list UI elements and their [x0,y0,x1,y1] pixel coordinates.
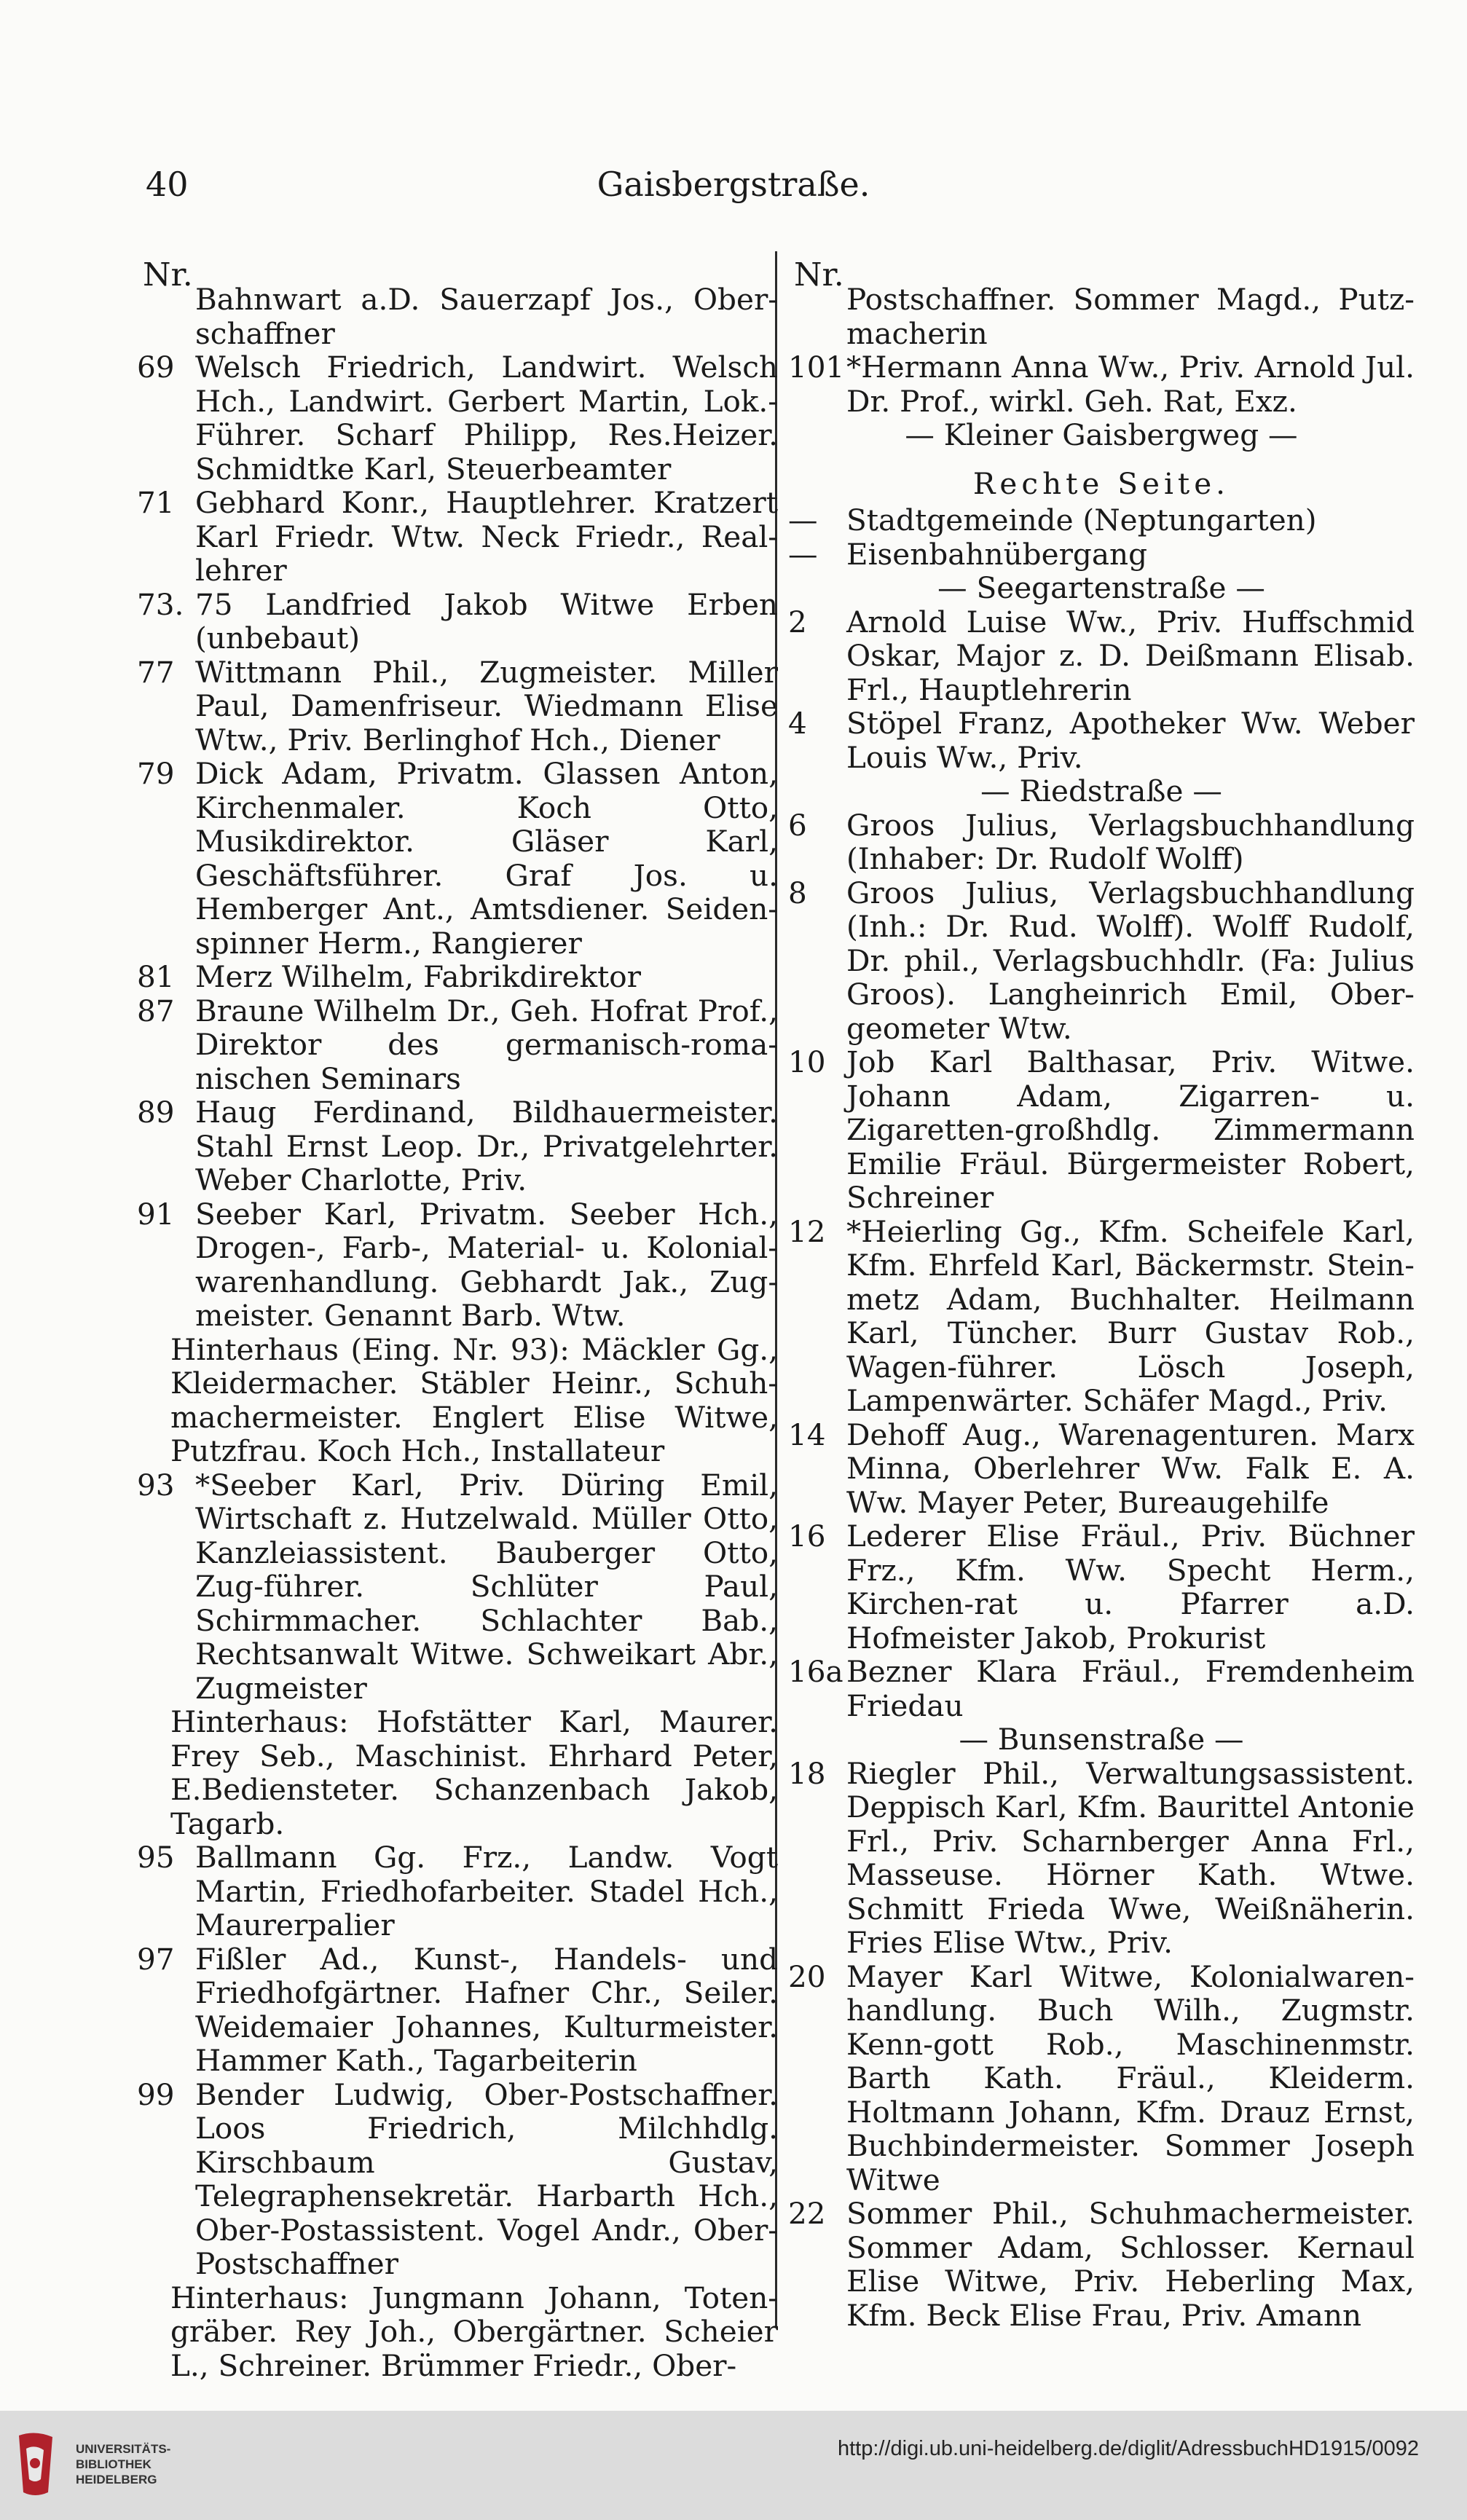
house-number: 97 [137,1941,175,1977]
entry-text: Merz Wilhelm, Fabrikdirektor [195,959,642,994]
page-title: Gaisbergstraße. [597,165,870,204]
house-number: — [788,536,818,572]
entry-text: Haug Ferdinand, Bildhauermeister. Stahl Ernst Leop. Dr., Privatgelehrter. Weber Charlotte, Priv. [195,1095,778,1197]
house-number: 2 [788,604,807,639]
entry-text: Welsch Friedrich, Landwirt. Welsch Hch., Landwirt. Gerbert Martin, Lok.-Führer. Scharf Philipp, Res.Heizer. Schmidtke Karl, Steuerbeamter [195,350,778,487]
directory-entry [137,588,778,655]
house-number: 10 [788,1044,826,1079]
directory-entry [137,1942,778,2078]
directory-entry [788,1045,1415,1215]
house-number: 99 [137,2076,175,2112]
entry-text: Fißler Ad., Kunst-, Handels- und Friedhofgärtner. Hafner Chr., Seiler. Weidemaier Johannes, Kulturmeister. Hammer Kath., Tagarbeiterin [195,1941,778,2078]
university-seal-icon [13,2428,58,2501]
entry-text: Postschaffner. Sommer Magd., Putz-macherin [846,282,1415,351]
entry-text: *Seeber Karl, Priv. Düring Emil, Wirtschaft z. Hutzelwald. Müller Otto, Kanzleiassistent. Bauberger Otto, Zug-führer. Schlüter Paul, Schirmmacher. Schlachter Bab., Rechtsanwalt Witwe. Schweikart Abr., Zugmeister [195,1467,778,1706]
house-number: 18 [788,1755,826,1791]
house-number: 12 [788,1213,826,1249]
cross-street-label: — Bunsenstraße — [959,1722,1244,1757]
directory-entry [788,283,1415,350]
directory-entry [137,655,778,757]
entry-text: Groos Julius, Verlagsbuchhandlung (Inhaber: Dr. Rudolf Wolff) [846,807,1415,876]
directory-entry [137,350,778,486]
entry-text: Seeber Karl, Privatm. Seeber Hch., Drogen-, Farb-, Material- u. Kolonial-warenhandlung. Gebhardt Jak., Zug-meister. Genannt Barb. Wtw. [195,1196,778,1333]
entry-text: Ballmann Gg. Frz., Landw. Vogt Martin, Friedhofarbeiter. Stadel Hch., Maurerpalier [195,1840,778,1942]
entry-text: Dick Adam, Privatm. Glassen Anton, Kirchenmaler. Koch Otto, Musikdirektor. Gläser Karl, Geschäftsführer. Graf Jos. u. Hemberger Ant., Amtsdiener. Seiden-spinner Herm., Rangierer [195,756,778,961]
directory-entry [137,1095,778,1197]
directory-entry [137,1197,778,1333]
directory-entry [788,706,1415,774]
cross-street-label: — Riedstraße — [980,773,1222,808]
directory-entry [137,486,778,588]
entry-text: Mayer Karl Witwe, Kolonialwaren-handlung. Buch Wilh., Zugmstr. Kenn-gott Rob., Maschinenmstr. Barth Kath. Fräul., Kleiderm. Holtmann Johann, Kfm. Drauz Ernst, Buchbindermeister. Sommer Joseph Witwe [846,1958,1415,2197]
directory-entry [788,503,1415,538]
house-number: 14 [788,1417,826,1452]
entry-text: *Hermann Anna Ww., Priv. Arnold Jul. Dr. Prof., wirkl. Geh. Rat, Exz. [846,350,1415,419]
section-heading: Rechte Seite. [972,465,1230,501]
house-number: 20 [788,1958,826,1994]
entry-text: Braune Wilhelm Dr., Geh. Hofrat Prof., Direktor des germanisch-roma-nischen Seminars [195,993,778,1096]
house-number: 101 [788,350,845,385]
directory-entry [137,2078,778,2281]
house-number: — [788,503,818,538]
left-column [137,283,778,2382]
directory-entry [788,538,1415,572]
right-column [788,283,1415,2332]
house-number: 22 [788,2196,826,2231]
directory-entry [788,1655,1415,1722]
entry-text: Stadtgemeinde (Neptungarten) [846,503,1317,538]
entry-text: Hinterhaus: Jungmann Johann, Toten-gräber. Rey Joh., Obergärtner. Scheier L., Schreiner. Brümmer Friedr., Ober- [170,2280,778,2383]
house-number: 91 [137,1196,175,1232]
house-number: 73. [137,586,184,622]
directory-entry [788,876,1415,1046]
entry-text: Eisenbahnübergang [846,536,1148,572]
entry-text: Bender Ludwig, Ober-Postschaffner. Loos Friedrich, Milchhdlg. Kirschbaum Gustav, Telegraphensekretär. Harbarth Hch., Ober-Postassistent. Vogel Andr., Ober-Postschaffner [195,2076,778,2281]
house-number: 16 [788,1519,826,1554]
house-number: 81 [137,959,175,994]
entry-text: Hinterhaus: Hofstätter Karl, Maurer. Frey Seb., Maschinist. Ehrhard Peter, E.Bediensteter. Schanzenbach Jakob, Tagarb. [170,1704,778,1841]
cross-street-label: — Kleiner Gaisbergweg — [905,417,1298,452]
directory-entry [788,1519,1415,1655]
directory-entry [137,994,778,1096]
house-number: 93 [137,1467,175,1503]
entry-text: Dehoff Aug., Warenagenturen. Marx Minna, Oberlehrer Ww. Falk E. A. Ww. Mayer Peter, Bureaugehilfe [846,1417,1415,1520]
house-number: 4 [788,706,807,741]
footer-bar [0,2411,1467,2520]
directory-entry [788,1757,1415,1960]
directory-entry [788,1418,1415,1520]
entry-text: Lederer Elise Fräul., Priv. Büchner Frz., Kfm. Ww. Specht Herm., Kirchen-rat u. Pfarrer a.D. Hofmeister Jakob, Prokurist [846,1519,1415,1655]
entry-text: Hinterhaus (Eing. Nr. 93): Mäckler Gg., Kleidermacher. Stäbler Heinr., Schuh-machermeister. Englert Elise Witwe, Putzfrau. Koch Hch., Installateur [170,1331,778,1468]
house-number: 8 [788,875,807,910]
directory-entry [788,2197,1415,2332]
cross-street-label: — Seegartenstraße — [937,570,1265,605]
directory-entry [137,2281,778,2383]
page-number: 40 [146,165,189,204]
directory-entry [137,1468,778,1706]
house-number: 71 [137,485,175,520]
directory-entry [137,1333,778,1468]
entry-text: Sommer Phil., Schuhmachermeister. Sommer Adam, Schlosser. Kernaul Elise Witwe, Priv. Heberling Max, Kfm. Beck Elise Frau, Priv. Amann [846,2196,1415,2333]
left-column-label: Nr. [143,256,193,294]
entry-text: 75 Landfried Jakob Witwe Erben (unbebaut) [195,586,778,655]
right-column-label: Nr. [794,256,844,294]
directory-entry [137,283,778,350]
directory-entry [137,1705,778,1840]
entry-text: Bezner Klara Fräul., Fremdenheim Friedau [846,1654,1415,1723]
directory-entry [788,1215,1415,1418]
entry-text: Arnold Luise Ww., Priv. Huffschmid Oskar, Major z. D. Deißmann Elisab. Frl., Hauptlehrerin [846,604,1415,707]
directory-entry [137,960,778,994]
house-number: 6 [788,807,807,843]
directory-entry [788,1960,1415,2197]
entry-text: Wittmann Phil., Zugmeister. Miller Paul, Damenfriseur. Wiedmann Elise Wtw., Priv. Berlinghof Hch., Diener [195,654,778,757]
entry-text: Bahnwart a.D. Sauerzapf Jos., Ober-schaffner [195,282,778,351]
house-number: 69 [137,350,175,385]
entry-text: *Heierling Gg., Kfm. Scheifele Karl, Kfm. Ehrfeld Karl, Bäckermstr. Stein-metz Adam, Buchhalter. Heilmann Karl, Tüncher. Burr Gustav Rob., Wagen-führer. Lösch Joseph, Lampenwärter. Schäfer Magd., Priv. [846,1213,1415,1418]
house-number: 16a [788,1654,843,1689]
directory-entry [788,808,1415,876]
entry-text: Groos Julius, Verlagsbuchhandlung (Inh.: Dr. Rud. Wolff). Wolff Rudolf, Dr. phil., Verlagsbuchhdlr. (Fa: Julius Groos). Langheinrich Emil, Ober-geometer Wtw. [846,875,1415,1046]
entry-text: Stöpel Franz, Apotheker Ww. Weber Louis Ww., Priv. [846,706,1415,775]
library-name: UNIVERSITÄTS- BIBLIOTHEK HEIDELBERG [76,2442,171,2486]
directory-entry [137,1840,778,1942]
entry-text: Gebhard Konr., Hauptlehrer. Kratzert Karl Friedr. Wtw. Neck Friedr., Real-lehrer [195,485,778,588]
entry-text: Job Karl Balthasar, Priv. Witwe. Johann Adam, Zigarren- u. Zigaretten-großhdlg. Zimmermann Emilie Fräul. Bürgermeister Robert, Schreiner [846,1044,1415,1215]
entry-text: Riegler Phil., Verwaltungsassistent. Deppisch Karl, Kfm. Baurittel Antonie Frl., Priv. Scharnberger Anna Frl., Masseuse. Hörner Kath. Wtwe. Schmitt Frieda Wwe, Weißnäherin. Fries Elise Wtw., Priv. [846,1755,1415,1960]
directory-entry [788,350,1415,418]
house-number: 87 [137,993,175,1028]
directory-entry [788,605,1415,707]
house-number: 77 [137,654,175,690]
house-number: 95 [137,1840,175,1875]
house-number: 89 [137,1095,175,1130]
source-url[interactable]: http://digi.ub.uni-heidelberg.de/diglit/AdressbuchHD1915/0092 [837,2437,1419,2460]
directory-entry [137,757,778,960]
house-number: 79 [137,756,175,791]
